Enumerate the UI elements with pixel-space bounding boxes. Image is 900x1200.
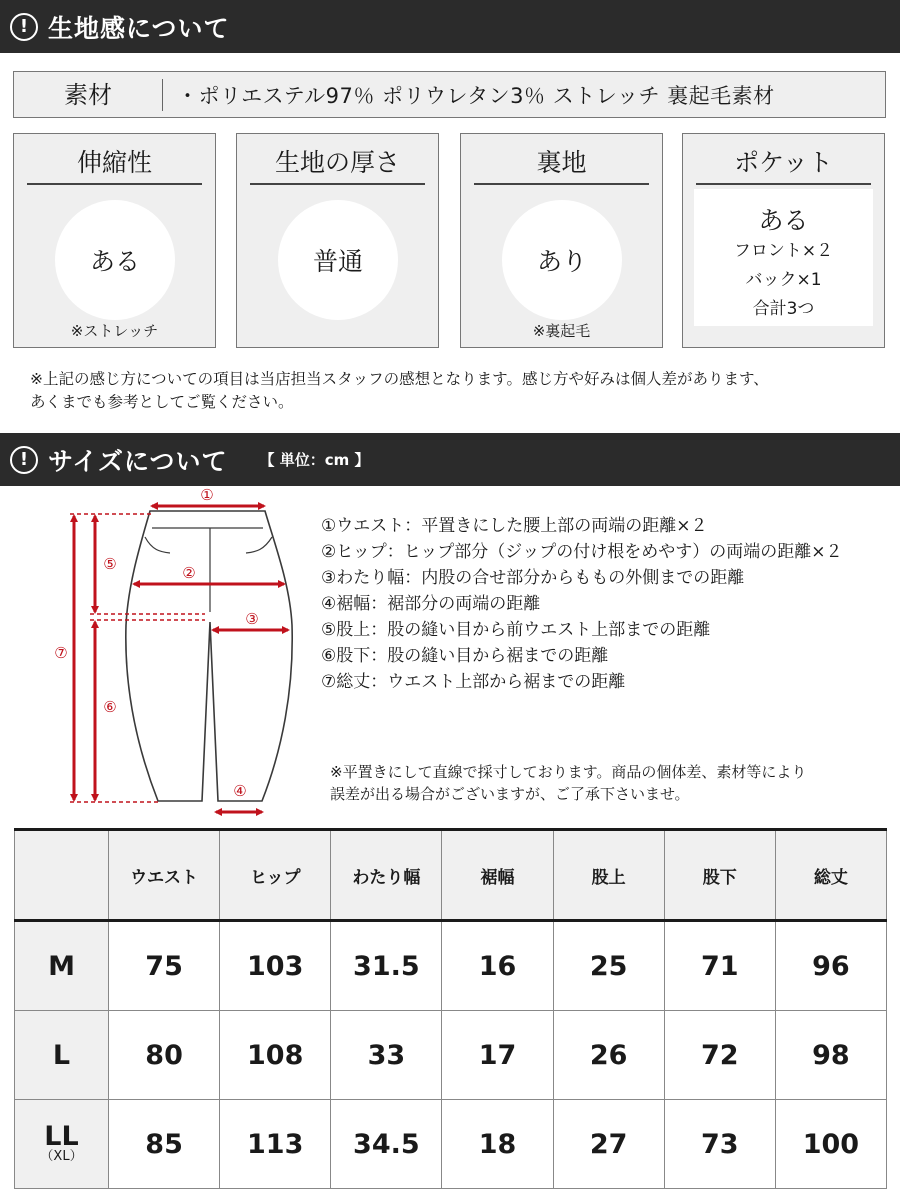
- table-cell: 98: [775, 1011, 886, 1100]
- impression-disclaimer: [30, 368, 880, 414]
- table-cell: 75: [109, 921, 220, 1011]
- pants-outline: [126, 511, 292, 801]
- card-value: ある: [55, 200, 175, 320]
- marker-2: ②: [182, 564, 196, 582]
- card-divider: [474, 183, 649, 185]
- card-title: ポケット: [734, 148, 833, 177]
- material-row: [13, 71, 886, 118]
- table-row: [15, 1011, 887, 1100]
- card-title: 生地の厚さ: [274, 148, 400, 177]
- legend-item: ③わたり幅：内股の合せ部分からももの外側までの距離: [321, 568, 745, 588]
- legend-item: ④裾幅：裾部分の両端の距離: [321, 594, 541, 614]
- legend-item: ⑤股上：股の縫い目から前ウエスト上部までの距離: [321, 620, 711, 640]
- pocket-card: [682, 133, 885, 348]
- legend-item: ①ウエスト：平置きにした腰上部の両端の距離×２: [321, 516, 708, 536]
- table-cell: 113: [220, 1100, 331, 1189]
- stretch-card: [13, 133, 216, 348]
- header-cell: 総丈: [775, 830, 886, 921]
- size-label: LL （XL）: [15, 1100, 109, 1189]
- thickness-card: [236, 133, 439, 348]
- size-label: L: [15, 1011, 109, 1100]
- header-cell: 股上: [553, 830, 664, 921]
- marker-6: ⑥: [103, 698, 117, 716]
- disclaimer-line: あくまでも参考としてご覧ください。: [30, 393, 294, 411]
- card-value: あり: [502, 200, 622, 320]
- legend-item: ②ヒップ：ヒップ部分（ジップの付け根をめやす）の両端の距離×２: [321, 542, 843, 562]
- header-cell: 裾幅: [442, 830, 553, 921]
- table-header-row: [15, 830, 887, 921]
- pocket-line: 合計3つ: [752, 299, 815, 319]
- disclaimer-line: 誤差が出る場合がございますが、ご了承下さいませ。: [330, 785, 690, 803]
- section-header-size: [0, 433, 900, 486]
- card-title: 裏地: [536, 148, 587, 177]
- table-cell: 71: [664, 921, 775, 1011]
- header-cell: [15, 830, 109, 921]
- header-cell: ウエスト: [109, 830, 220, 921]
- section-title: 生地感について: [48, 13, 230, 43]
- table-row: [15, 921, 887, 1011]
- table-cell: 103: [220, 921, 331, 1011]
- exclamation-circle-icon: !: [10, 446, 38, 474]
- section-title: サイズについて: [48, 446, 228, 476]
- size-label: M: [15, 921, 109, 1011]
- table-cell: 72: [664, 1011, 775, 1100]
- table-cell: 108: [220, 1011, 331, 1100]
- marker-3: ③: [245, 610, 259, 628]
- pants-measurement-diagram: [40, 486, 320, 816]
- table-cell: 25: [553, 921, 664, 1011]
- table-cell: 27: [553, 1100, 664, 1189]
- card-value: 普通: [278, 200, 398, 320]
- card-divider: [250, 183, 425, 185]
- pocket-detail: [694, 189, 873, 326]
- legend-item: ⑥股下：股の縫い目から裾までの距離: [321, 646, 609, 666]
- header-cell: 股下: [664, 830, 775, 921]
- size-table: [14, 828, 887, 1189]
- header-cell: わたり幅: [331, 830, 442, 921]
- table-cell: 34.5: [331, 1100, 442, 1189]
- card-value: ある: [758, 206, 809, 235]
- table-cell: 100: [775, 1100, 886, 1189]
- table-cell: 31.5: [331, 921, 442, 1011]
- measurement-legend: [321, 513, 842, 695]
- section-header-fabric: [0, 0, 900, 53]
- material-label: 素材: [14, 79, 163, 111]
- material-value: ・ポリエステル97％ ポリウレタン3％ ストレッチ 裏起毛素材: [177, 83, 775, 108]
- marker-4: ④: [233, 782, 247, 800]
- exclamation-circle-icon: !: [10, 13, 38, 41]
- table-cell: 80: [109, 1011, 220, 1100]
- table-cell: 17: [442, 1011, 553, 1100]
- unit-label: 【 単位：cm 】: [259, 451, 370, 469]
- disclaimer-line: ※平置きにして直線で採寸しております。商品の個体差、素材等により: [330, 763, 807, 781]
- card-note: ※裏起毛: [532, 322, 591, 340]
- marker-5: ⑤: [103, 555, 117, 573]
- table-cell: 16: [442, 921, 553, 1011]
- table-cell: 73: [664, 1100, 775, 1189]
- lining-card: [460, 133, 663, 348]
- table-cell: 26: [553, 1011, 664, 1100]
- pocket-line: フロント×２: [733, 241, 834, 261]
- card-divider: [27, 183, 202, 185]
- table-cell: 33: [331, 1011, 442, 1100]
- table-cell: 96: [775, 921, 886, 1011]
- measurement-disclaimer: [330, 761, 806, 805]
- disclaimer-line: ※上記の感じ方についての項目は当店担当スタッフの感想となります。感じ方や好みは個人差があります、: [30, 370, 769, 388]
- table-cell: 85: [109, 1100, 220, 1189]
- table-cell: 18: [442, 1100, 553, 1189]
- pocket-line: バック×1: [745, 270, 822, 290]
- legend-item: ⑦総丈：ウエスト上部から裾までの距離: [321, 672, 626, 692]
- marker-1: ①: [200, 486, 214, 504]
- card-note: ※ストレッチ: [70, 322, 159, 340]
- card-divider: [696, 183, 871, 185]
- card-title: 伸縮性: [76, 148, 152, 177]
- marker-7: ⑦: [54, 644, 68, 662]
- header-cell: ヒップ: [220, 830, 331, 921]
- table-row: [15, 1100, 887, 1189]
- size-sublabel: （XL）: [40, 1149, 83, 1164]
